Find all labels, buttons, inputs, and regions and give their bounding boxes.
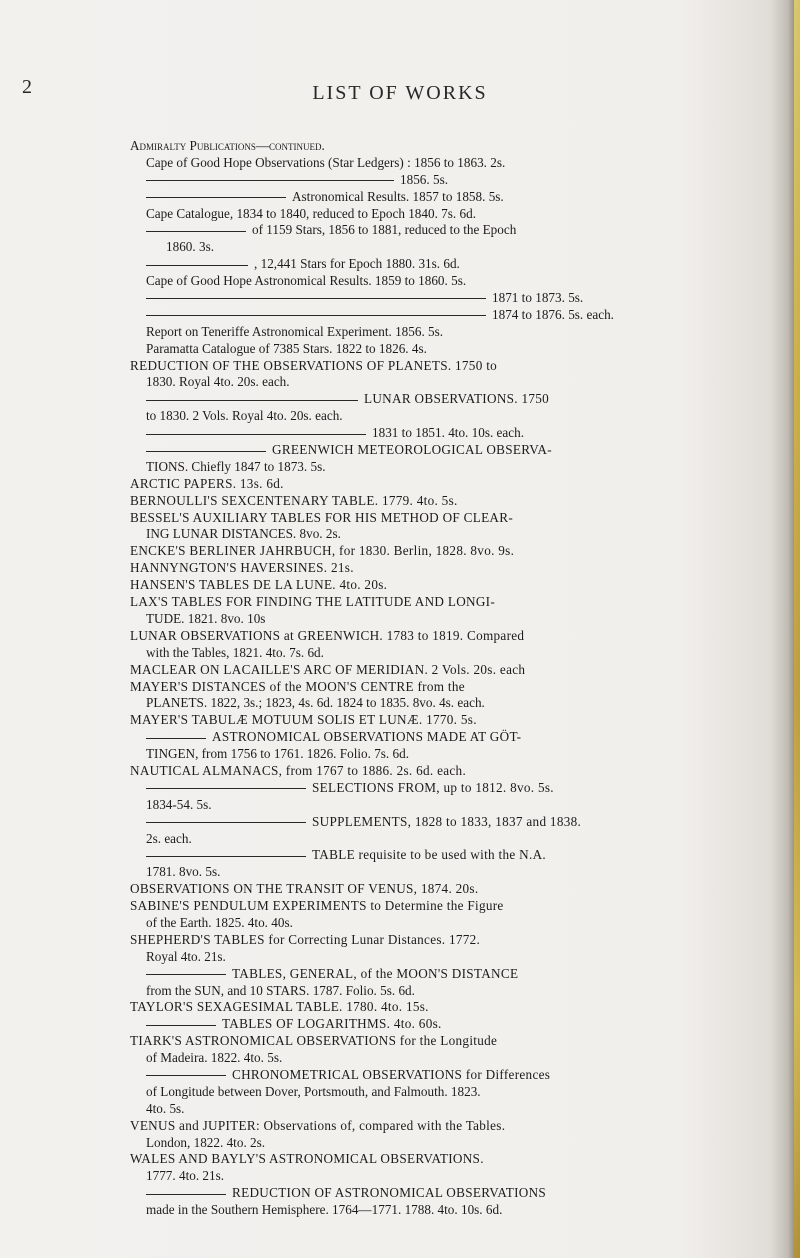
catalogue-line <box>130 780 762 797</box>
catalogue-line-text: 1777. 4to. 21s. <box>146 1168 225 1184</box>
ditto-rule <box>146 298 486 299</box>
catalogue-line-text: 1830. Royal 4to. 20s. each. <box>146 374 290 390</box>
catalogue-line <box>130 155 762 172</box>
catalogue-line-text: SELECTIONS FROM, up to 1812. 8vo. 5s. <box>312 779 554 795</box>
catalogue-line <box>130 662 762 679</box>
catalogue-line-text: LUNAR OBSERVATIONS at GREENWICH. 1783 to 1819. Compared <box>130 627 525 643</box>
ditto-rule <box>146 231 246 232</box>
catalogue-line <box>130 1050 762 1067</box>
ditto-rule <box>146 974 226 975</box>
catalogue-line <box>130 526 762 543</box>
catalogue-line-text: of Longitude between Dover, Portsmouth, and Falmouth. 1823. <box>146 1083 481 1099</box>
page-gilt-edge <box>794 0 800 1258</box>
catalogue-line <box>130 949 762 966</box>
catalogue-line <box>130 1168 762 1185</box>
catalogue-line-text: Astronomical Results. 1857 to 1858. 5s. <box>292 188 504 204</box>
catalogue-line <box>130 425 762 442</box>
catalogue-line-text: of the Earth. 1825. 4to. 40s. <box>146 914 293 930</box>
catalogue-line-text: Cape of Good Hope Observations (Star Ledgers) : 1856 to 1863. 2s. <box>146 154 506 170</box>
catalogue-line-text: 1781. 8vo. 5s. <box>146 864 221 880</box>
catalogue-line <box>130 763 762 780</box>
ditto-rule <box>146 1194 226 1195</box>
catalogue-line <box>130 189 762 206</box>
catalogue-line-text: MACLEAR ON LACAILLE'S ARC OF MERIDIAN. 2 Vols. 20s. each <box>130 661 526 677</box>
running-title: LIST OF WORKS <box>312 82 488 104</box>
catalogue-line-text: CHRONOMETRICAL OBSERVATIONS for Differences <box>232 1066 551 1082</box>
catalogue-line <box>130 645 762 662</box>
catalogue-line <box>130 239 762 256</box>
catalogue-line <box>130 324 762 341</box>
catalogue-line <box>130 679 762 696</box>
ditto-rule <box>146 451 266 452</box>
catalogue-line-text: TABLE requisite to be used with the N.A. <box>312 847 546 863</box>
catalogue-line <box>130 138 762 155</box>
catalogue-line <box>130 358 762 375</box>
catalogue-line-text: 1834-54. 5s. <box>146 796 212 812</box>
ditto-rule <box>146 738 206 739</box>
page-number: 2 <box>22 76 32 98</box>
catalogue-line-text: of 1159 Stars, 1856 to 1881, reduced to the Epoch <box>252 222 517 238</box>
catalogue-line-text: Royal 4to. 21s. <box>146 948 226 964</box>
ditto-rule <box>146 265 248 266</box>
catalogue-line-text: Cape Catalogue, 1834 to 1840, reduced to Epoch 1840. 7s. 6d. <box>146 205 476 221</box>
catalogue-line <box>130 1067 762 1084</box>
catalogue-line <box>130 915 762 932</box>
catalogue-line <box>130 1151 762 1168</box>
catalogue-line <box>130 577 762 594</box>
catalogue-line-text: ASTRONOMICAL OBSERVATIONS MADE AT GÖT- <box>212 729 522 745</box>
catalogue-line <box>130 391 762 408</box>
ditto-rule <box>146 1075 226 1076</box>
catalogue-line <box>130 442 762 459</box>
catalogue-line <box>130 814 762 831</box>
catalogue-line <box>130 493 762 510</box>
catalogue-line <box>130 510 762 527</box>
catalogue-line-text: BESSEL'S AUXILIARY TABLES FOR HIS METHOD OF CLEAR- <box>130 509 514 525</box>
catalogue-line-text: 4to. 5s. <box>146 1100 185 1116</box>
catalogue-line <box>130 932 762 949</box>
catalogue-line-text: ENCKE'S BERLINER JAHRBUCH, for 1830. Berlin, 1828. 8vo. 9s. <box>130 543 515 559</box>
catalogue-line <box>130 172 762 189</box>
catalogue-line <box>130 1084 762 1101</box>
catalogue-line <box>130 256 762 273</box>
catalogue-line-text: to 1830. 2 Vols. Royal 4to. 20s. each. <box>146 408 343 424</box>
catalogue-line <box>130 408 762 425</box>
catalogue-line-text: BERNOULLI'S SEXCENTENARY TABLE. 1779. 4to. 5s. <box>130 492 458 508</box>
catalogue-line-text: TUDE. 1821. 8vo. 10s <box>146 610 266 626</box>
catalogue-line <box>130 1202 762 1219</box>
catalogue-line-text: London, 1822. 4to. 2s. <box>146 1134 266 1150</box>
catalogue-line-text: ARCTIC PAPERS. 13s. 6d. <box>130 475 284 491</box>
catalogue-line-text: NAUTICAL ALMANACS, from 1767 to 1886. 2s. 6d. each. <box>130 762 467 778</box>
catalogue-line-text: OBSERVATIONS ON THE TRANSIT OF VENUS, 1874. 20s. <box>130 881 479 897</box>
catalogue-line <box>130 1101 762 1118</box>
catalogue-line-text: of Madeira. 1822. 4to. 5s. <box>146 1050 283 1066</box>
catalogue-line <box>130 374 762 391</box>
catalogue-line <box>130 746 762 763</box>
ditto-rule <box>146 1025 216 1026</box>
catalogue-line <box>130 273 762 290</box>
catalogue-line <box>130 560 762 577</box>
catalogue-line-text: WALES AND BAYLY'S ASTRONOMICAL OBSERVATIONS. <box>130 1151 484 1167</box>
ditto-rule <box>146 197 286 198</box>
catalogue-line <box>130 999 762 1016</box>
catalogue-line-text: HANSEN'S TABLES DE LA LUNE. 4to. 20s. <box>130 577 388 593</box>
catalogue-line-text: TIARK'S ASTRONOMICAL OBSERVATIONS for the Longitude <box>130 1033 498 1049</box>
catalogue-line-text: TINGEN, from 1756 to 1761. 1826. Folio. 7s. 6d. <box>146 746 410 762</box>
catalogue-line-text: MAYER'S TABULÆ MOTUUM SOLIS ET LUNÆ. 1770. 5s. <box>130 712 477 728</box>
catalogue-line <box>130 1118 762 1135</box>
catalogue-line-text: from the SUN, and 10 STARS. 1787. Folio. 5s. 6d. <box>146 982 415 998</box>
catalogue-line-text: 1874 to 1876. 5s. each. <box>492 306 614 322</box>
catalogue-line <box>130 1033 762 1050</box>
catalogue-line-text: , 12,441 Stars for Epoch 1880. 31s. 6d. <box>254 256 460 272</box>
catalogue-line-text: with the Tables, 1821. 4to. 7s. 6d. <box>146 644 324 660</box>
catalogue-line-text: ING LUNAR DISTANCES. 8vo. 2s. <box>146 526 341 542</box>
catalogue-line <box>130 881 762 898</box>
catalogue-line-text: REDUCTION OF THE OBSERVATIONS OF PLANETS. 1750 to <box>130 357 498 373</box>
ditto-rule <box>146 822 306 823</box>
catalogue-line <box>130 983 762 1000</box>
catalogue-line-text: 1871 to 1873. 5s. <box>492 290 584 306</box>
catalogue-line <box>130 864 762 881</box>
catalogue-line <box>130 206 762 223</box>
catalogue-line-text: SHEPHERD'S TABLES for Correcting Lunar Distances. 1772. <box>130 931 481 947</box>
catalogue-line <box>130 222 762 239</box>
catalogue-line <box>130 611 762 628</box>
catalogue-line-text: MAYER'S DISTANCES of the MOON'S CENTRE from the <box>130 678 465 694</box>
catalogue-line <box>130 628 762 645</box>
catalogue-line-text: 1860. 3s. <box>166 239 214 255</box>
ditto-rule <box>146 788 306 789</box>
catalogue-line <box>130 847 762 864</box>
catalogue-line-text: 1831 to 1851. 4to. 10s. each. <box>372 425 525 441</box>
catalogue-line-text: TABLES, GENERAL, of the MOON'S DISTANCE <box>232 965 519 981</box>
catalogue-line-text: Cape of Good Hope Astronomical Results. 1859 to 1860. 5s. <box>146 273 467 289</box>
catalogue-line-text: Paramatta Catalogue of 7385 Stars. 1822 to 1826. 4s. <box>146 340 427 356</box>
catalogue-line <box>130 729 762 746</box>
ditto-rule <box>146 856 306 857</box>
ditto-rule <box>146 180 394 181</box>
catalogue-line-text: SABINE'S PENDULUM EXPERIMENTS to Determine the Figure <box>130 898 504 914</box>
catalogue-line <box>130 831 762 848</box>
catalogue-line <box>130 459 762 476</box>
catalogue-line-text: GREENWICH METEOROLOGICAL OBSERVA- <box>272 442 552 458</box>
catalogue-line-text: LAX'S TABLES FOR FINDING THE LATITUDE AND LONGI- <box>130 594 496 610</box>
catalogue-line <box>130 695 762 712</box>
catalogue-line-text: 1856. 5s. <box>400 171 448 187</box>
catalogue-line <box>130 341 762 358</box>
ditto-rule <box>146 315 486 316</box>
catalogue-line-text: 2s. each. <box>146 830 192 846</box>
catalogue-line <box>130 966 762 983</box>
catalogue-line <box>130 1135 762 1152</box>
catalogue-line <box>130 543 762 560</box>
catalogue-line <box>130 307 762 324</box>
catalogue-line <box>130 1016 762 1033</box>
catalogue-line-text: TABLES OF LOGARITHMS. 4to. 60s. <box>222 1016 442 1032</box>
catalogue-line-text: made in the Southern Hemisphere. 1764—1771. 1788. 4to. 10s. 6d. <box>146 1202 503 1218</box>
catalogue-line-text: VENUS and JUPITER: Observations of, compared with the Tables. <box>130 1117 506 1133</box>
catalogue-line <box>130 290 762 307</box>
catalogue-line-text: LUNAR OBSERVATIONS. 1750 <box>364 391 550 407</box>
ditto-rule <box>146 434 366 435</box>
catalogue-line-text: PLANETS. 1822, 3s.; 1823, 4s. 6d. 1824 to 1835. 8vo. 4s. each. <box>146 695 485 711</box>
catalogue-line-text: Report on Teneriffe Astronomical Experiment. 1856. 5s. <box>146 323 444 339</box>
catalogue-line-text: Admiralty Publications—continued. <box>130 138 325 153</box>
catalogue-line <box>130 712 762 729</box>
catalogue-line <box>130 797 762 814</box>
catalogue-line <box>130 898 762 915</box>
catalogue-line-text: TAYLOR'S SEXAGESIMAL TABLE. 1780. 4to. 15s. <box>130 999 429 1015</box>
catalogue-line-text: HANNYNGTON'S HAVERSINES. 21s. <box>130 560 354 576</box>
catalogue-line <box>130 594 762 611</box>
catalogue-list <box>130 138 762 1219</box>
catalogue-line-text: TIONS. Chiefly 1847 to 1873. 5s. <box>146 458 326 474</box>
catalogue-line <box>130 1185 762 1202</box>
catalogue-line-text: REDUCTION OF ASTRONOMICAL OBSERVATIONS <box>232 1185 547 1201</box>
catalogue-line-text: SUPPLEMENTS, 1828 to 1833, 1837 and 1838. <box>312 813 582 829</box>
ditto-rule <box>146 400 358 401</box>
catalogue-line <box>130 476 762 493</box>
